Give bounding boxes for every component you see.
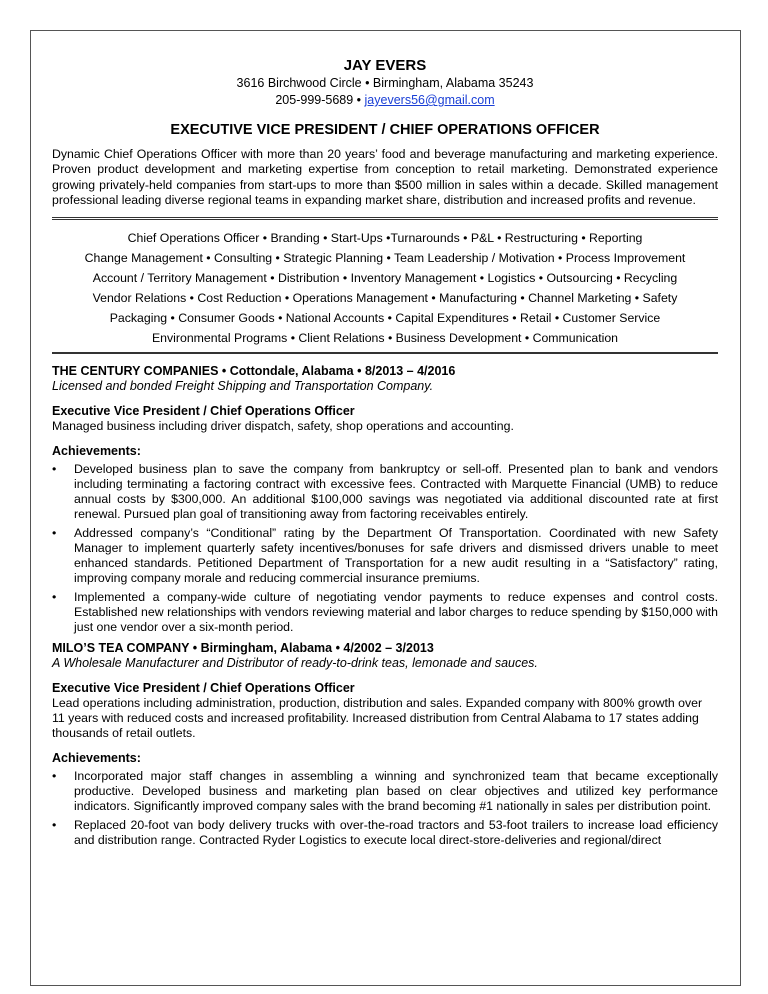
skills-row: Packaging • Consumer Goods • National Accounts • Capital Expenditures • Retail • Customer Service	[109, 311, 661, 326]
skills-row: Change Management • Consulting • Strategic Planning • Team Leadership / Motivation • Process Improvement	[84, 251, 686, 266]
achievements-list	[52, 462, 718, 635]
achievement-text: Developed business plan to save the company from bankruptcy or sell-off. Presented plan to bank and vendors including terminating a factoring contract with excessive fees. Contracted with Marquette Financial (UMB) to reduce annual costs by $300,000. An additional $100,000 savings was negotiated via additional discounted rate at first renewal. Pursued plan goal of transitioning away from factoring receivables entirely.	[74, 462, 718, 522]
company-line: MILO’S TEA COMPANY • Birmingham, Alabama • 4/2002 – 3/2013	[52, 641, 434, 656]
company-line: THE CENTURY COMPANIES • Cottondale, Alabama • 8/2013 – 4/2016	[52, 364, 456, 379]
skills-row: Environmental Programs • Client Relations • Business Development • Communication	[151, 331, 619, 346]
company-description: Licensed and bonded Freight Shipping and Transportation Company.	[52, 379, 434, 394]
phone-number: 205-999-5689 •	[275, 93, 362, 107]
bullet-icon: •	[52, 590, 57, 605]
resume-page	[30, 30, 741, 986]
achievement-item	[52, 769, 718, 814]
achievements-heading: Achievements:	[52, 444, 141, 459]
achievements-heading: Achievements:	[52, 751, 141, 766]
achievement-text: Addressed company’s “Conditional” rating by the Department Of Transportation. Coordinated with new Safety Manager to implement quarterly safety incentives/bonuses for safe drivers and dismissed drivers unable to meet enhanced standards. Petitioned Department of Transportation for a new audit resulting in a “Satisfactory” rating, improving company morale and reducing commercial insurance premiums.	[74, 526, 718, 586]
skills-row: Vendor Relations • Cost Reduction • Operations Management • Manufacturing • Channel Marketing • Safety	[92, 291, 678, 306]
achievement-item	[52, 590, 718, 635]
achievement-item	[52, 818, 718, 848]
bullet-icon: •	[52, 818, 57, 833]
job-title: Executive Vice President / Chief Operations Officer	[52, 681, 355, 696]
core-competencies	[52, 228, 718, 348]
bullet-icon: •	[52, 769, 57, 784]
company-description: A Wholesale Manufacturer and Distributor of ready-to-drink teas, lemonade and sauces.	[52, 656, 538, 671]
professional-summary: Dynamic Chief Operations Officer with more than 20 years’ food and beverage manufacturing and marketing experience. Proven product development and marketing expertise from conception to retail marketing. Demonstrated experience growing privately-held companies from start-ups to more than $500 million in sales within a decade. Skilled management professional leading diverse regional teams in expanding market share, distribution and increased profits and revenue.	[52, 147, 718, 207]
job-summary: Lead operations including administration, production, distribution and sales. Expanded company with 800% growth over 11 years with reduced costs and increased profitability. Increased distribution from Central Alabama to 17 states adding thousands of retail outlets.	[52, 696, 703, 741]
email-link[interactable]: jayevers56@gmail.com	[364, 93, 495, 107]
candidate-name: JAY EVERS	[343, 57, 427, 74]
job-century-companies	[52, 364, 718, 635]
achievement-text: Implemented a company-wide culture of negotiating vendor payments to reduce expenses and control costs. Established new relationships with vendors reviewing material and labor charges to reduce spending by $150,000 with just one vendor over a six-month period.	[74, 590, 718, 635]
achievement-text: Replaced 20-foot van body delivery trucks with over-the-road tractors and 53-foot trailers to increase load efficiency and distribution range. Contracted Ryder Logistics to execute local direct-store-deliveries and regional/direct	[74, 818, 718, 848]
achievements-list	[52, 769, 718, 848]
skills-row: Chief Operations Officer • Branding • Start-Ups •Turnarounds • P&L • Restructuring • Reporting	[127, 231, 643, 246]
phone-email-line	[52, 92, 718, 109]
bullet-icon: •	[52, 462, 57, 477]
job-title: Executive Vice President / Chief Operations Officer	[52, 404, 355, 419]
resume-content	[52, 57, 718, 852]
professional-headline: EXECUTIVE VICE PRESIDENT / CHIEF OPERATIONS OFFICER	[170, 122, 600, 138]
bullet-icon: •	[52, 526, 57, 541]
job-milos-tea	[52, 641, 718, 848]
achievement-item	[52, 526, 718, 586]
achievement-item	[52, 462, 718, 522]
address-line: 3616 Birchwood Circle • Birmingham, Alabama 35243	[236, 76, 534, 90]
job-summary: Managed business including driver dispatch, safety, shop operations and accounting.	[52, 419, 514, 434]
achievement-text: Incorporated major staff changes in assembling a winning and synchronized team that became exceptionally productive. Developed business and marketing plan based on clear objectives and utilized key performance indicators. Significantly improved company sales with the brand becoming #1 nationally in sales per distribution point.	[74, 769, 718, 814]
divider-top	[52, 217, 718, 220]
divider-bottom	[52, 352, 718, 354]
skills-row: Account / Territory Management • Distribution • Inventory Management • Logistics • Outsourcing • Recycling	[92, 271, 678, 286]
